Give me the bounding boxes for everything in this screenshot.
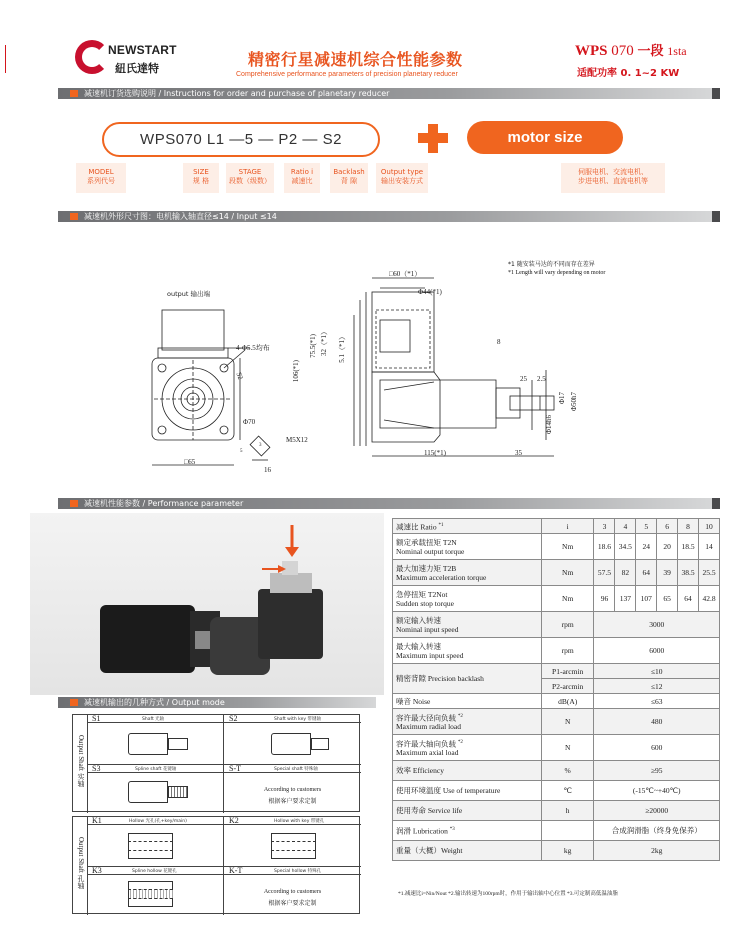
om-header-s2 — [224, 715, 361, 723]
shaft-s3-drawing — [128, 781, 168, 803]
tag-ratio — [284, 163, 320, 193]
dim-44: Φ44(*1) — [418, 288, 442, 296]
ratio-label-cell — [393, 519, 542, 534]
row-label — [393, 821, 542, 841]
row-label-cn: 容许最大轴向负载 — [396, 739, 456, 749]
table-row — [393, 586, 720, 612]
row-unit: ℃ — [541, 781, 594, 801]
tag-motor-l1: 伺服电机、交流电机、 — [578, 168, 648, 176]
row-value: 42.8 — [699, 586, 720, 612]
table-row — [393, 694, 720, 709]
row-label — [393, 534, 542, 560]
row-label-cn: 重量（大概）Weight — [393, 841, 542, 861]
section-order-title: 减速机订货选购说明 / Instructions for order and purchase of planetary reducer — [84, 89, 390, 98]
custom-en: According to customers — [263, 787, 322, 793]
dim-5-1: 5.1（*1） — [338, 333, 346, 363]
row-label-en: Nominal input speed — [396, 624, 459, 634]
row-label-cn: 效率 Efficiency — [393, 761, 542, 781]
row-value: ≤63 — [594, 694, 720, 709]
section-order-bar — [58, 88, 712, 99]
row-value: 18.5 — [678, 534, 699, 560]
row-value: 3000 — [594, 612, 720, 638]
page-title: 精密行星减速机综合性能参数 — [248, 50, 463, 69]
hollow-k2-bore — [271, 841, 316, 851]
table-row — [393, 638, 720, 664]
row-label-cn: 急停扭矩 T2Not — [396, 589, 448, 599]
table-row — [393, 709, 720, 735]
row-label — [393, 612, 542, 638]
row-unit: kg — [541, 841, 594, 861]
row-value: 6000 — [594, 638, 720, 664]
custom-cn: 根据客户要求定制 — [268, 798, 317, 805]
row-unit: dB(A) — [541, 694, 594, 709]
dim-phi17: Φ17 — [558, 392, 566, 405]
row-label-en: Maximum radial load — [396, 722, 461, 732]
row-label-cn: 使用寿命 Service life — [393, 801, 542, 821]
om-code: K1 — [92, 816, 102, 825]
dim-65: □65 — [184, 458, 196, 466]
row-unit — [541, 821, 594, 841]
tag-output-type-en: Output type — [380, 168, 424, 176]
row-label-cn: 使用环境温度 Use of temperature — [393, 781, 542, 801]
dim-phi50: Φ50h7 — [570, 392, 578, 412]
om-desc: Spline shaft 花键轴 — [135, 767, 177, 772]
backlash-p2-value: ≤12 — [594, 679, 720, 694]
dim-32: 32（*1） — [320, 328, 328, 356]
table-row — [393, 534, 720, 560]
ratio-value: 5 — [636, 519, 657, 534]
table-row — [393, 735, 720, 761]
row-unit: Nm — [541, 560, 594, 586]
product-photo — [30, 513, 384, 695]
tag-model — [76, 163, 126, 193]
tag-output-type — [376, 163, 428, 193]
output-hollow-group — [72, 816, 360, 914]
row-value: 39 — [657, 560, 678, 586]
output-shaft-group — [72, 714, 360, 812]
order-code: WPS070 L1 —5 — P2 — S2 — [102, 122, 380, 157]
dim-2-5: 2.5 — [537, 375, 546, 383]
table-row — [393, 761, 720, 781]
row-value: 20 — [657, 534, 678, 560]
ratio-value: 3 — [594, 519, 615, 534]
row-label-cn: 噪音 Noise — [393, 694, 542, 709]
table-row — [393, 821, 720, 841]
row-value: 137 — [615, 586, 636, 612]
tag-output-type-cn: 输出安装方式 — [381, 177, 423, 185]
shaft-s1-tip — [168, 738, 188, 750]
section-dims-title: 减速机外形尺寸图：电机输入轴直径≤14 / Input ≤14 — [84, 212, 277, 221]
row-label-cn: 额定承载扭矩 T2N — [396, 537, 457, 547]
row-label-en: Maximum input speed — [396, 650, 464, 660]
section-dims-bar — [58, 211, 712, 222]
om-desc: Hollow 光孔(孔+key/main) — [129, 819, 187, 824]
ratio-value: 8 — [678, 519, 699, 534]
row-label-cn: 额定输入转速 — [396, 615, 441, 625]
table-row — [393, 560, 720, 586]
shaft-s1-drawing — [128, 733, 168, 755]
drawing-note-cn: *1 随安装马达的不同而存在差异 — [508, 261, 595, 268]
dim-115: 115(*1) — [424, 449, 446, 457]
row-unit: N — [541, 709, 594, 735]
logo-cn: 紐氏達特 — [115, 62, 159, 75]
logo-name: NEWSTART — [108, 43, 177, 57]
om-desc: Shaft with key 带键轴 — [274, 717, 321, 722]
shaft-s2-drawing — [271, 733, 311, 755]
custom-cn: 根据客户要求定制 — [268, 900, 317, 907]
output-end-label: output 输出端 — [167, 290, 211, 298]
om-code: K3 — [92, 866, 102, 875]
row-label-cn: 最大加速力矩 T2B — [396, 563, 457, 573]
dim-phi14: Φ14h6 — [545, 415, 553, 435]
section-bar-end — [712, 88, 720, 99]
row-value: 18.6 — [594, 534, 615, 560]
row-label-en: Maximum acceleration torque — [396, 572, 487, 582]
row-value: 2kg — [594, 841, 720, 861]
tag-backlash — [330, 163, 368, 193]
dim-60: □60（*1） — [389, 270, 422, 278]
tag-backlash-en: Backlash — [333, 168, 365, 176]
row-value: 合成润滑脂（终身免保养） — [594, 821, 720, 841]
row-unit: h — [541, 801, 594, 821]
custom-en: According to customers — [263, 889, 322, 895]
section-output-title: 减速机输出的几种方式 / Output mode — [84, 698, 225, 707]
backlash-p1-unit: P1-arcmin — [541, 664, 594, 679]
row-value: 65 — [657, 586, 678, 612]
row-sup: *2 — [457, 739, 463, 745]
power-range: 适配功率 0. 1~2 KW — [577, 68, 680, 79]
tag-ratio-cn: 减速比 — [291, 177, 313, 185]
ratio-value: 4 — [615, 519, 636, 534]
ratio-unit: i — [541, 519, 594, 534]
row-sup: *3 — [449, 827, 455, 833]
om-header-s3 — [87, 765, 223, 773]
row-unit: N — [541, 735, 594, 761]
section-perf-bar — [58, 498, 712, 509]
row-label-cn: 容许最大径向负载 — [396, 713, 456, 723]
row-value: 600 — [594, 735, 720, 761]
row-label — [393, 709, 542, 735]
dim-8: 8 — [497, 338, 501, 346]
tag-stage-en: STAGE — [238, 168, 262, 176]
row-unit: Nm — [541, 586, 594, 612]
row-label — [393, 735, 542, 761]
model-prefix: WPS — [575, 43, 608, 59]
tag-size — [183, 163, 219, 193]
dim-m5: M5X12 — [286, 436, 308, 444]
om-desc: Hollow with key 带键孔 — [274, 819, 325, 824]
row-label — [393, 586, 542, 612]
row-value: 34.5 — [615, 534, 636, 560]
tag-size-cn: 规 格 — [192, 177, 210, 185]
row-label-cn: 润滑 Lubrication — [396, 826, 448, 836]
row-value: 57.5 — [594, 560, 615, 586]
model-stage-en: 1sta — [667, 44, 687, 58]
output-hollow-group-label: Output Shaft 孔轴 — [77, 837, 85, 889]
tag-size-en: SIZE — [193, 168, 209, 176]
table-row — [393, 781, 720, 801]
row-value: 96 — [594, 586, 615, 612]
motor-size-pill: motor size — [467, 121, 623, 154]
row-label — [393, 560, 542, 586]
backlash-p2-unit: P2-arcmin — [541, 679, 594, 694]
front-view-drawing — [140, 300, 310, 480]
om-header-st — [224, 765, 361, 773]
row-sup: *2 — [457, 713, 463, 719]
tag-backlash-cn: 背 隙 — [340, 177, 358, 185]
hollow-k1-bore — [128, 841, 173, 851]
output-shaft-group-label: Output Shaft 实轴 — [77, 735, 85, 787]
left-edge-mark — [0, 45, 6, 73]
table-row — [393, 664, 720, 679]
reducer-photo-illustration — [30, 513, 384, 695]
tag-motor-l2: 步进电机、直流电机等 — [578, 177, 648, 185]
hollow-k3-bore — [128, 889, 173, 899]
row-label — [393, 638, 542, 664]
row-unit: Nm — [541, 534, 594, 560]
om-header-s1 — [87, 715, 223, 723]
ratio-sup: *1 — [438, 522, 444, 528]
tag-model-en: MODEL — [88, 168, 114, 176]
om-desc: Special shaft 特殊轴 — [274, 767, 318, 772]
row-value: ≥20000 — [594, 801, 720, 821]
om-desc: Special hollow 特殊孔 — [274, 869, 322, 874]
row-value: 14 — [699, 534, 720, 560]
logo-mark-icon — [75, 40, 109, 74]
dim-52: 52 — [234, 371, 245, 381]
dim-5: 5 — [240, 449, 243, 454]
plus-icon-vertical — [428, 124, 438, 153]
row-value: 24 — [636, 534, 657, 560]
om-header-k2 — [224, 817, 361, 825]
model-badge — [575, 40, 687, 60]
om-code: K-T — [229, 866, 243, 875]
logo — [75, 38, 177, 82]
row-label-en: Maximum axial load — [396, 748, 459, 758]
row-value: 25.5 — [699, 560, 720, 586]
side-view-drawing — [300, 270, 560, 470]
dim-35: 35 — [515, 449, 522, 457]
section-output-bar — [58, 697, 376, 708]
row-unit: % — [541, 761, 594, 781]
row-unit: rpm — [541, 638, 594, 664]
row-value: 38.5 — [678, 560, 699, 586]
row-label-en: Sudden stop torque — [396, 598, 454, 608]
row-label-en: Nominal output torque — [396, 546, 465, 556]
om-desc: Shaft 光轴 — [142, 717, 165, 722]
backlash-label: 精密背隙 Precision backlash — [393, 664, 542, 694]
dim-hole-pattern: 4-Φ5.5均布 — [236, 344, 270, 352]
table-row — [393, 801, 720, 821]
dim-25: 25 — [520, 375, 527, 383]
om-code: S3 — [92, 764, 101, 773]
ratio-value: 10 — [699, 519, 720, 534]
row-value: ≥95 — [594, 761, 720, 781]
section-bar-end — [712, 211, 720, 222]
om-header-k1 — [87, 817, 223, 825]
row-value: 82 — [615, 560, 636, 586]
tag-stage — [226, 163, 274, 193]
section-bar-end — [712, 498, 720, 509]
row-value: 107 — [636, 586, 657, 612]
row-value: 64 — [636, 560, 657, 586]
dim-75-5: 75.5(*1) — [309, 334, 317, 358]
tag-stage-cn: 段数（级数） — [229, 177, 271, 185]
om-desc: Spline hollow 花键孔 — [132, 869, 177, 874]
shaft-s2-tip — [311, 738, 329, 750]
model-stage: 一段 — [637, 44, 664, 59]
om-code: S2 — [229, 714, 238, 723]
row-label-cn: 最大输入转速 — [396, 641, 441, 651]
table-row — [393, 841, 720, 861]
om-header-kt — [224, 867, 361, 875]
om-header-k3 — [87, 867, 223, 875]
dim-phi70: Φ70 — [243, 418, 256, 426]
row-value: 64 — [678, 586, 699, 612]
tag-ratio-en: Ratio i — [290, 168, 314, 176]
om-code: S-T — [229, 764, 241, 773]
om-code: S1 — [92, 714, 101, 723]
row-value: 480 — [594, 709, 720, 735]
dim-3: 3 — [259, 443, 262, 448]
page-subtitle: Comprehensive performance parameters of precision planetary reducer — [236, 71, 458, 78]
performance-table — [392, 518, 720, 861]
table-row — [393, 519, 720, 534]
model-num: 070 — [611, 43, 634, 59]
drawing-note-en: *1 Length will vary depending on motor — [508, 270, 606, 276]
table-row — [393, 612, 720, 638]
ratio-label: 减速比 Ratio — [396, 522, 437, 532]
om-code: K2 — [229, 816, 239, 825]
table-footnote: *1.减速比i=Nin/Nout *2.输出转速为100rpm时，作用于输出轴中心位置 *3.可定制高低温油脂 — [398, 891, 618, 897]
section-perf-title: 减速机性能参数 / Performance parameter — [84, 499, 244, 508]
backlash-p1-value: ≤10 — [594, 664, 720, 679]
row-value: (-15℃~+40℃) — [594, 781, 720, 801]
ratio-value: 6 — [657, 519, 678, 534]
tag-motor — [561, 163, 665, 193]
tag-model-cn: 系列代号 — [87, 177, 115, 185]
shaft-s3-tip — [168, 786, 188, 798]
dim-106: 106(*1) — [292, 360, 300, 383]
row-unit: rpm — [541, 612, 594, 638]
dim-16: 16 — [264, 466, 271, 474]
